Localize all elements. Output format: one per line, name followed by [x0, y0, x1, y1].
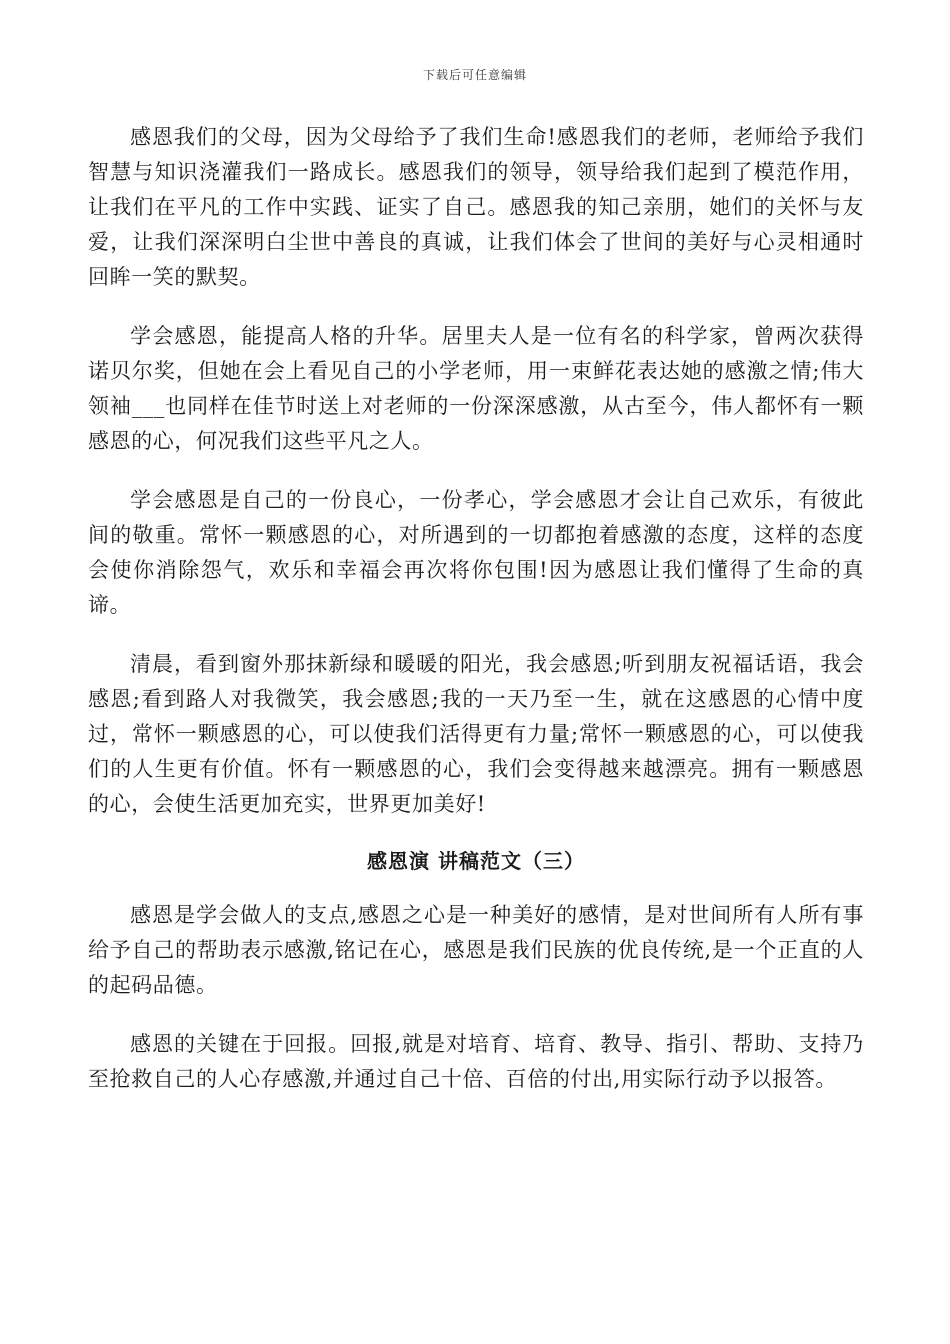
paragraph: 学会感恩是自己的一份良心，一份孝心，学会感恩才会让自己欢乐，有彼此间的敬重。常怀一颗感恩的心，对所遇到的一切都抱着感激的态度，这样的态度会使你消除怨气，欢乐和幸福会再次将你包围!因为感恩让我们懂得了生命的真谛。	[88, 488, 864, 617]
paragraph: 感恩我们的父母，因为父母给予了我们生命!感恩我们的老师，老师给予我们智慧与知识浇灌我们一路成长。感恩我们的领导，领导给我们起到了模范作用，让我们在平凡的工作中实践、证实了自己。感恩我的知己亲朋，她们的关怀与友爱，让我们深深明白尘世中善良的真诚，让我们体会了世间的美好与心灵相通时回眸一笑的默契。	[88, 125, 864, 289]
section-title: 感恩演 讲稿范文（三）	[367, 849, 585, 873]
paragraph: 感恩的关键在于回报。回报,就是对培育、培育、教导、指引、帮助、支持乃至抢救自己的人心存感激,并通过自己十倍、百倍的付出,用实际行动予以报答。	[88, 1032, 864, 1091]
paragraph: 感恩是学会做人的支点,感恩之心是一种美好的感情，是对世间所有人所有事给予自己的帮助表示感激,铭记在心，感恩是我们民族的优良传统,是一个正直的人的起码品德。	[88, 903, 864, 997]
paragraph: 学会感恩，能提高人格的升华。居里夫人是一位有名的科学家，曾两次获得诺贝尔奖，但她在会上看见自己的小学老师，用一束鲜花表达她的感激之情;伟大领袖___也同样在佳节时送上对老师的一份深深感激，从古至今，伟人都怀有一颗感恩的心，何况我们这些平凡之人。	[88, 324, 864, 453]
document-body	[88, 120, 864, 1121]
page-header: 下载后可任意编辑	[422, 68, 527, 82]
paragraph: 清晨，看到窗外那抹新绿和暖暖的阳光，我会感恩;听到朋友祝福话语，我会感恩;看到路人对我微笑，我会感恩;我的一天乃至一生，就在这感恩的心情中度过，常怀一颗感恩的心，可以使我们活得更有力量;常怀一颗感恩的心，可以使我们的人生更有价值。怀有一颗感恩的心，我们会变得越来越漂亮。拥有一颗感恩的心，会使生活更加充实，世界更加美好!	[88, 652, 864, 816]
